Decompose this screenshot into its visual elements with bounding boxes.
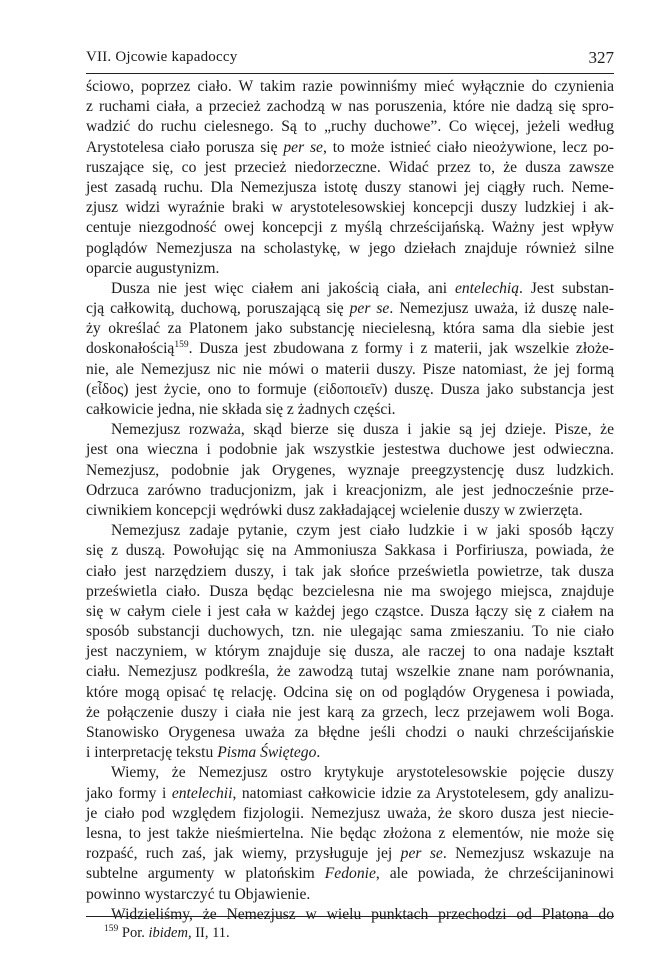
- text-line: [86, 360, 614, 380]
- text-run: Por.: [118, 925, 149, 941]
- italic-term: entelechii: [171, 784, 233, 802]
- page-number: 327: [588, 48, 614, 67]
- text-line: [86, 683, 614, 703]
- text-line: [86, 662, 614, 682]
- text-run: je ciało pod względem fizjologii. Nemezjusz uważa, że skoro dusza jest niecie-: [86, 804, 614, 822]
- text-run: jest zasadą ruchu. Dla Nemezjusza istotę duszy stanowi jej ciągły ruch. Neme-: [86, 178, 614, 196]
- text-run: . Nemezjusz uważa, iż duszę nale-: [389, 300, 614, 318]
- text-run: oparcie augustynizm.: [86, 259, 220, 277]
- text-run: jest ona wieczna i podobnie jak wszystkie jestestwa duchowe jest odwieczna.: [86, 441, 614, 459]
- text-line: [86, 521, 614, 541]
- text-run: .: [316, 744, 321, 762]
- text-run: cją całkowitą, duchową, poruszającą się: [86, 300, 350, 318]
- italic-term: per se: [283, 138, 323, 156]
- italic-term: entelechią: [454, 279, 520, 297]
- text-run: . Nemezjusz wskazuje na: [442, 845, 614, 863]
- text-line: [86, 784, 614, 804]
- text-run: jest naczyniem, w którym znajduje się dusza, ale raczej to ona nadaje kształt: [86, 643, 614, 661]
- text-line: [86, 319, 614, 339]
- text-run: z ruchami ciała, a przecież zachodzą w nas poruszenia, które nie dadzą się spro-: [86, 98, 614, 116]
- text-run: sposób substancji duchowych, tzn. nie ulegając sama zmieszaniu. To nie ciało: [86, 623, 614, 641]
- text-line: [86, 763, 614, 783]
- text-run: Nemezjusz zadaje pytanie, czym jest ciało ludzkie i w jaki sposób łączy: [111, 522, 614, 540]
- text-run: doskonałością: [86, 340, 175, 358]
- chapter-title: VII. Ojcowie kapadoccy: [86, 49, 238, 65]
- text-line: [86, 279, 614, 299]
- text-run: które mogą opisać tę relację. Odcina się on od poglądów Orygenesa i powiada,: [86, 683, 614, 701]
- text-line: [86, 77, 614, 97]
- text-run: i interpretację tekstu: [86, 744, 218, 762]
- text-run: zjusz widzi wyraźnie braki w arystotelesowskiej koncepcji duszy ludzkiej i ak-: [86, 199, 614, 217]
- text-line: [86, 582, 614, 602]
- text-line: [86, 703, 614, 723]
- text-line: [86, 138, 614, 158]
- text-line: [86, 158, 614, 178]
- text-run: Arystotelesa ciało porusza się: [86, 138, 284, 156]
- text-run: powinno wystarczyć tu Objawienie.: [86, 885, 311, 903]
- text-run: Wiemy, że Nemezjusz ostro krytykuje arystotelesowskie pojęcie duszy: [111, 764, 614, 782]
- text-line: [86, 259, 614, 279]
- running-header: [86, 49, 614, 71]
- paragraph: [86, 763, 614, 904]
- text-line: [86, 602, 614, 622]
- italic-term: per se: [349, 300, 390, 318]
- text-line: [86, 339, 614, 359]
- body-text: [86, 77, 614, 925]
- text-run: , ale powiada, że chrześcijaninowi: [375, 865, 614, 883]
- text-line: [86, 723, 614, 743]
- paragraph: [86, 420, 614, 521]
- text-run: że połączenie duszy i ciała nie jest karą za grzech, lecz przejawem woli Boga.: [86, 703, 614, 721]
- paragraph: [86, 77, 614, 279]
- text-run: Nemezjusz rozważa, skąd bierze się dusza i jakie są jej dzieje. Pisze, że: [111, 421, 614, 439]
- text-line: [86, 400, 614, 420]
- text-run: Widzieliśmy, że Nemezjusz w wielu punktach przechodzi od Platona do: [111, 905, 614, 923]
- text-run: (εἶδος) jest życie, ono to formuje (εἰδοποιεῖν) duszę. Dusza jako substancja jest: [86, 380, 614, 398]
- text-line: [86, 541, 614, 561]
- text-line: [86, 299, 614, 319]
- text-line: [86, 864, 614, 884]
- text-line: [86, 501, 614, 521]
- text-line: [86, 218, 614, 238]
- text-run: ruszające się, co jest przecież niedorzeczne. Widać przez to, że dusza zawsze: [86, 158, 614, 176]
- text-run: ciwnikiem koncepcji wędrówki dusz zakładającej wcielenie duszy w zwierzęta.: [86, 501, 583, 519]
- header-rule: [86, 73, 614, 74]
- text-line: [86, 824, 614, 844]
- text-run: wadzić do ruchu cielesnego. Są to „ruchy duchowe”. Co więcej, jeżeli według: [86, 118, 614, 136]
- text-run: , natomiast całkowicie idzie za Arystotelesem, gdy analizu-: [232, 784, 614, 802]
- text-run: centuje niezgodność owej koncepcji z myślą chrześcijańską. Ważny jest wpływ: [86, 219, 614, 237]
- paragraph: [86, 279, 614, 420]
- text-line: [86, 743, 614, 763]
- text-line: [86, 420, 614, 440]
- text-run: ciało jest narzędziem duszy, i tak jak słońce prześwietla powietrze, tak dusza: [86, 562, 614, 580]
- text-line: [86, 461, 614, 481]
- text-run: ciału. Nemezjusz podkreśla, że zawodzą tutaj wszelkie znane nam porównania,: [86, 663, 614, 681]
- text-line: [86, 239, 614, 259]
- text-run: , to może istnieć ciało nieożywione, lecz po-: [322, 138, 614, 156]
- text-line: [86, 380, 614, 400]
- text-run: Stanowisko Orygenesa uważa za błędne jeśli chodzi o nauki chrześcijańskie: [86, 724, 614, 741]
- text-run: całkowicie jedna, nie składa się z żadnych części.: [86, 401, 396, 418]
- text-run: ży określać za Platonem jako substancję niecielesną, która sama dla siebie jest: [86, 320, 614, 338]
- text-run: ściowo, poprzez ciało. W takim razie powinniśmy mieć wyłącznie do czynienia: [86, 78, 614, 95]
- text-run: . Dusza jest zbudowana z formy i z materii, jak wszelkie złoże-: [188, 340, 614, 358]
- text-run: rozpaść, ruch zaś, jak wiemy, przysługuje jej: [86, 845, 401, 863]
- text-run: się w całym ciele i jest cała w każdej jego cząstce. Dusza łączy się z ciałem na: [86, 602, 614, 620]
- footnote-marker: 159: [174, 340, 189, 351]
- italic-term: Fedonie: [324, 865, 376, 883]
- text-line: [86, 562, 614, 582]
- text-run: prześwietla ciało. Dusza będąc bezcielesna nie ma swojego miejsca, znajduje: [86, 582, 614, 600]
- text-run: , II, 11.: [187, 925, 230, 941]
- text-run: poglądów Nemezjusza na scholastykę, w jego dziełach znajduje również silne: [86, 239, 614, 257]
- italic-term: per se: [400, 845, 443, 863]
- text-line: [86, 117, 614, 137]
- text-run: się z duszą. Powołując się na Ammoniusza Sakkasa i Porfiriusza, powiada, że: [86, 542, 614, 560]
- text-line: [86, 97, 614, 117]
- text-line: [86, 178, 614, 198]
- footnote: [104, 924, 230, 942]
- text-run: . Jest substan-: [519, 279, 614, 297]
- text-run: jako formy i: [86, 784, 172, 802]
- text-run: Nemezjusz, podobnie jak Orygenes, wyznaje preegzystencję dusz ludzkich.: [86, 461, 614, 479]
- text-run: Odrzuca zarówno traducjonizm, jak i kreacjonizm, ale jest jednocześnie prze-: [86, 481, 614, 499]
- text-line: [86, 804, 614, 824]
- paragraph: [86, 521, 614, 763]
- text-run: subtelne argumenty w platońskim: [86, 865, 325, 883]
- text-line: [86, 622, 614, 642]
- text-line: [86, 198, 614, 218]
- italic-term: ibidem: [148, 925, 188, 941]
- footnote-marker: 159: [104, 924, 119, 934]
- text-line: [86, 905, 614, 925]
- text-run: Dusza nie jest więc ciałem ani jakością ciała, ani: [111, 279, 455, 297]
- text-run: nie, ale Nemezjusz nic nie mówi o materii duszy. Pisze natomiast, że jej formą: [86, 360, 614, 378]
- text-run: lesna, to jest także nieśmiertelna. Nie będąc złożona z elementów, nie może się: [86, 824, 614, 842]
- text-line: [86, 885, 614, 905]
- text-line: [86, 844, 614, 864]
- italic-term: Pisma Świętego: [217, 744, 317, 762]
- text-line: [86, 440, 614, 460]
- footnote-rule: [86, 916, 614, 917]
- text-line: [86, 481, 614, 501]
- text-line: [86, 642, 614, 662]
- paragraph: [86, 905, 614, 925]
